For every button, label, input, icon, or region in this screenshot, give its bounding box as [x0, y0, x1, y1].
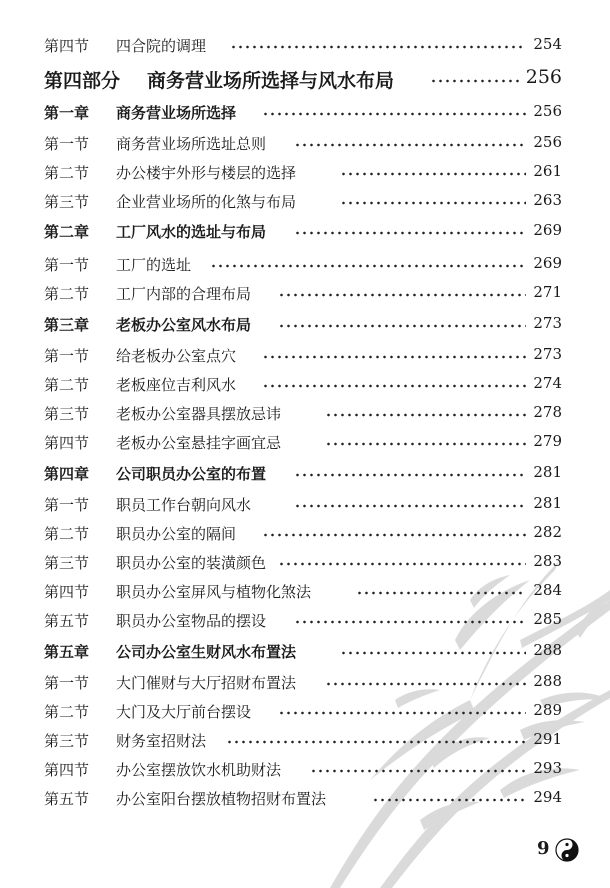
leader-dots — [262, 532, 526, 538]
toc-entry-section[interactable] — [0, 726, 610, 756]
toc-entry-label: 第四节 — [44, 761, 90, 779]
toc-entry-title: 大门及大厅前台摆设 — [116, 703, 252, 721]
toc-entry-section[interactable] — [0, 577, 610, 607]
toc-entry-title: 商务营业场所选择 — [116, 104, 237, 122]
toc-entry-page: 291 — [533, 730, 562, 748]
toc-entry-section[interactable] — [0, 341, 610, 371]
leader-dots — [262, 383, 526, 389]
toc-entry-label: 第一节 — [44, 496, 90, 514]
leader-dots — [262, 354, 526, 360]
toc-entry-title: 公司职员办公室的布置 — [116, 465, 267, 483]
toc-entry-title: 职员工作台朝向风水 — [116, 496, 252, 514]
toc-entry-section[interactable] — [0, 548, 610, 578]
page-number: 9 — [537, 838, 550, 859]
leader-dots — [262, 111, 526, 117]
leader-dots — [210, 263, 526, 269]
leader-dots — [340, 171, 526, 177]
toc-entry-page: 294 — [533, 788, 562, 806]
toc-entry-page: 289 — [533, 701, 562, 719]
toc-entry-page: 269 — [533, 221, 562, 239]
toc-entry-label: 第一节 — [44, 347, 90, 365]
toc-entry-label: 第三节 — [44, 554, 90, 572]
toc-entry-page: 256 — [525, 66, 562, 88]
toc-entry-page: 271 — [533, 283, 562, 301]
toc-entry-label: 第四部分 — [44, 70, 121, 92]
leader-dots — [340, 200, 526, 206]
toc-entry-title: 财务室招财法 — [116, 732, 207, 750]
toc-entry-chapter[interactable] — [0, 310, 610, 340]
toc-entry-chapter[interactable] — [0, 98, 610, 128]
toc-entry-label: 第二章 — [44, 223, 90, 241]
leader-dots — [294, 230, 526, 236]
toc-entry-page: 273 — [533, 345, 562, 363]
toc-entry-label: 第一节 — [44, 256, 90, 274]
toc-entry-page: 282 — [533, 523, 562, 541]
toc-entry-title: 工厂内部的合理布局 — [116, 285, 252, 303]
toc-entry-page: 278 — [533, 403, 562, 421]
toc-entry-section[interactable] — [0, 606, 610, 636]
leader-dots — [226, 739, 526, 745]
toc-entry-label: 第三章 — [44, 316, 90, 334]
leader-dots — [230, 44, 526, 50]
toc-entry-page: 281 — [533, 463, 562, 481]
toc-entry-section[interactable] — [0, 279, 610, 309]
toc-entry-title: 工厂的选址 — [116, 256, 192, 274]
toc-entry-page: 273 — [533, 314, 562, 332]
toc-entry-section[interactable] — [0, 158, 610, 188]
toc-entry-label: 第二节 — [44, 525, 90, 543]
toc-entry-label: 第二节 — [44, 164, 90, 182]
toc-entry-title: 职员办公室屏风与植物化煞法 — [116, 583, 312, 601]
toc-entry-title: 商务营业场所选择与风水布局 — [147, 70, 395, 92]
toc-entry-section[interactable] — [0, 129, 610, 159]
toc-entry-label: 第一章 — [44, 104, 90, 122]
toc-entry-page: 288 — [533, 641, 562, 659]
leader-dots — [325, 441, 526, 447]
toc-entry-page: 284 — [533, 581, 562, 599]
leader-dots — [294, 472, 526, 478]
toc-entry-page: 285 — [533, 610, 562, 628]
toc-entry-page: 256 — [533, 133, 562, 151]
toc-entry-page: 261 — [533, 162, 562, 180]
toc-entry-label: 第五章 — [44, 643, 90, 661]
toc-entry-chapter[interactable] — [0, 459, 610, 489]
toc-entry-page: 279 — [533, 432, 562, 450]
toc-entry-title: 职员办公室的隔间 — [116, 525, 237, 543]
toc-entry-title: 职员办公室的装潢颜色 — [116, 554, 267, 572]
toc-entry-page: 263 — [533, 191, 562, 209]
toc-entry-part[interactable] — [0, 64, 610, 94]
toc-entry-section[interactable] — [0, 428, 610, 458]
leader-dots — [372, 797, 526, 803]
taiji-icon — [555, 838, 579, 862]
toc-entry-page: 256 — [533, 102, 562, 120]
toc-entry-page: 281 — [533, 494, 562, 512]
toc-entry-title: 老板座位吉利风水 — [116, 376, 237, 394]
leader-dots — [340, 650, 526, 656]
toc-entry-title: 老板办公室器具摆放忌讳 — [116, 405, 282, 423]
leader-dots — [294, 503, 526, 509]
leader-dots — [278, 710, 526, 716]
toc-entry-label: 第五节 — [44, 612, 90, 630]
toc-entry-label: 第二节 — [44, 285, 90, 303]
toc-entry-label: 第四节 — [44, 434, 90, 452]
toc-entry-page: 293 — [533, 759, 562, 777]
toc-entry-chapter[interactable] — [0, 217, 610, 247]
toc-entry-title: 企业营业场所的化煞与布局 — [116, 193, 297, 211]
toc-entry-title: 四合院的调理 — [116, 37, 207, 55]
toc-entry-section[interactable] — [0, 668, 610, 698]
toc-entry-section[interactable] — [0, 755, 610, 785]
toc-entry-section[interactable] — [0, 490, 610, 520]
toc-entry-label: 第一节 — [44, 135, 90, 153]
toc-entry-section[interactable] — [0, 187, 610, 217]
toc-entry-section[interactable] — [0, 697, 610, 727]
leader-dots — [294, 142, 526, 148]
toc-entry-page: 283 — [533, 552, 562, 570]
toc-entry-section[interactable] — [0, 399, 610, 429]
toc-entry-label: 第四节 — [44, 37, 90, 55]
toc-entry-page: 254 — [533, 35, 562, 53]
leader-dots — [278, 292, 526, 298]
leader-dots — [430, 78, 522, 84]
leader-dots — [278, 323, 526, 329]
toc-entry-label: 第四节 — [44, 583, 90, 601]
leader-dots — [325, 412, 526, 418]
toc-entry-chapter[interactable] — [0, 637, 610, 667]
toc-entry-label: 第二节 — [44, 376, 90, 394]
toc-entry-label: 第三节 — [44, 732, 90, 750]
leader-dots — [278, 561, 526, 567]
leader-dots — [325, 681, 526, 687]
toc-entry-title: 办公室阳台摆放植物招财布置法 — [116, 790, 327, 808]
toc-entry-page: 288 — [533, 672, 562, 690]
toc-entry-label: 第二节 — [44, 703, 90, 721]
toc-entry-label: 第五节 — [44, 790, 90, 808]
toc-entry-title: 办公楼宇外形与楼层的选择 — [116, 164, 297, 182]
toc-entry-title: 大门催财与大厅招财布置法 — [116, 674, 297, 692]
toc-entry-label: 第三节 — [44, 193, 90, 211]
leader-dots — [356, 590, 526, 596]
toc-entry-title: 给老板办公室点穴 — [116, 347, 237, 365]
toc-entry-page: 269 — [533, 254, 562, 272]
toc-entry-section[interactable] — [0, 784, 610, 814]
toc-entry-label: 第一节 — [44, 674, 90, 692]
toc-entry-section[interactable] — [0, 250, 610, 280]
toc-entry-title: 商务营业场所选址总则 — [116, 135, 267, 153]
toc-entry-title: 职员办公室物品的摆设 — [116, 612, 267, 630]
toc-entry-title: 公司办公室生财风水布置法 — [116, 643, 297, 661]
leader-dots — [294, 619, 526, 625]
toc-entry-section[interactable] — [0, 519, 610, 549]
toc-entry-title: 工厂风水的选址与布局 — [116, 223, 267, 241]
toc-entry-page: 274 — [533, 374, 562, 392]
toc-entry-label: 第三节 — [44, 405, 90, 423]
toc-entry-section[interactable] — [0, 370, 610, 400]
toc-entry-section[interactable] — [0, 31, 610, 61]
toc-entry-title: 老板办公室风水布局 — [116, 316, 252, 334]
toc-entry-label: 第四章 — [44, 465, 90, 483]
toc-entry-title: 老板办公室悬挂字画宜忌 — [116, 434, 282, 452]
leader-dots — [310, 768, 526, 774]
toc-entry-title: 办公室摆放饮水机助财法 — [116, 761, 282, 779]
